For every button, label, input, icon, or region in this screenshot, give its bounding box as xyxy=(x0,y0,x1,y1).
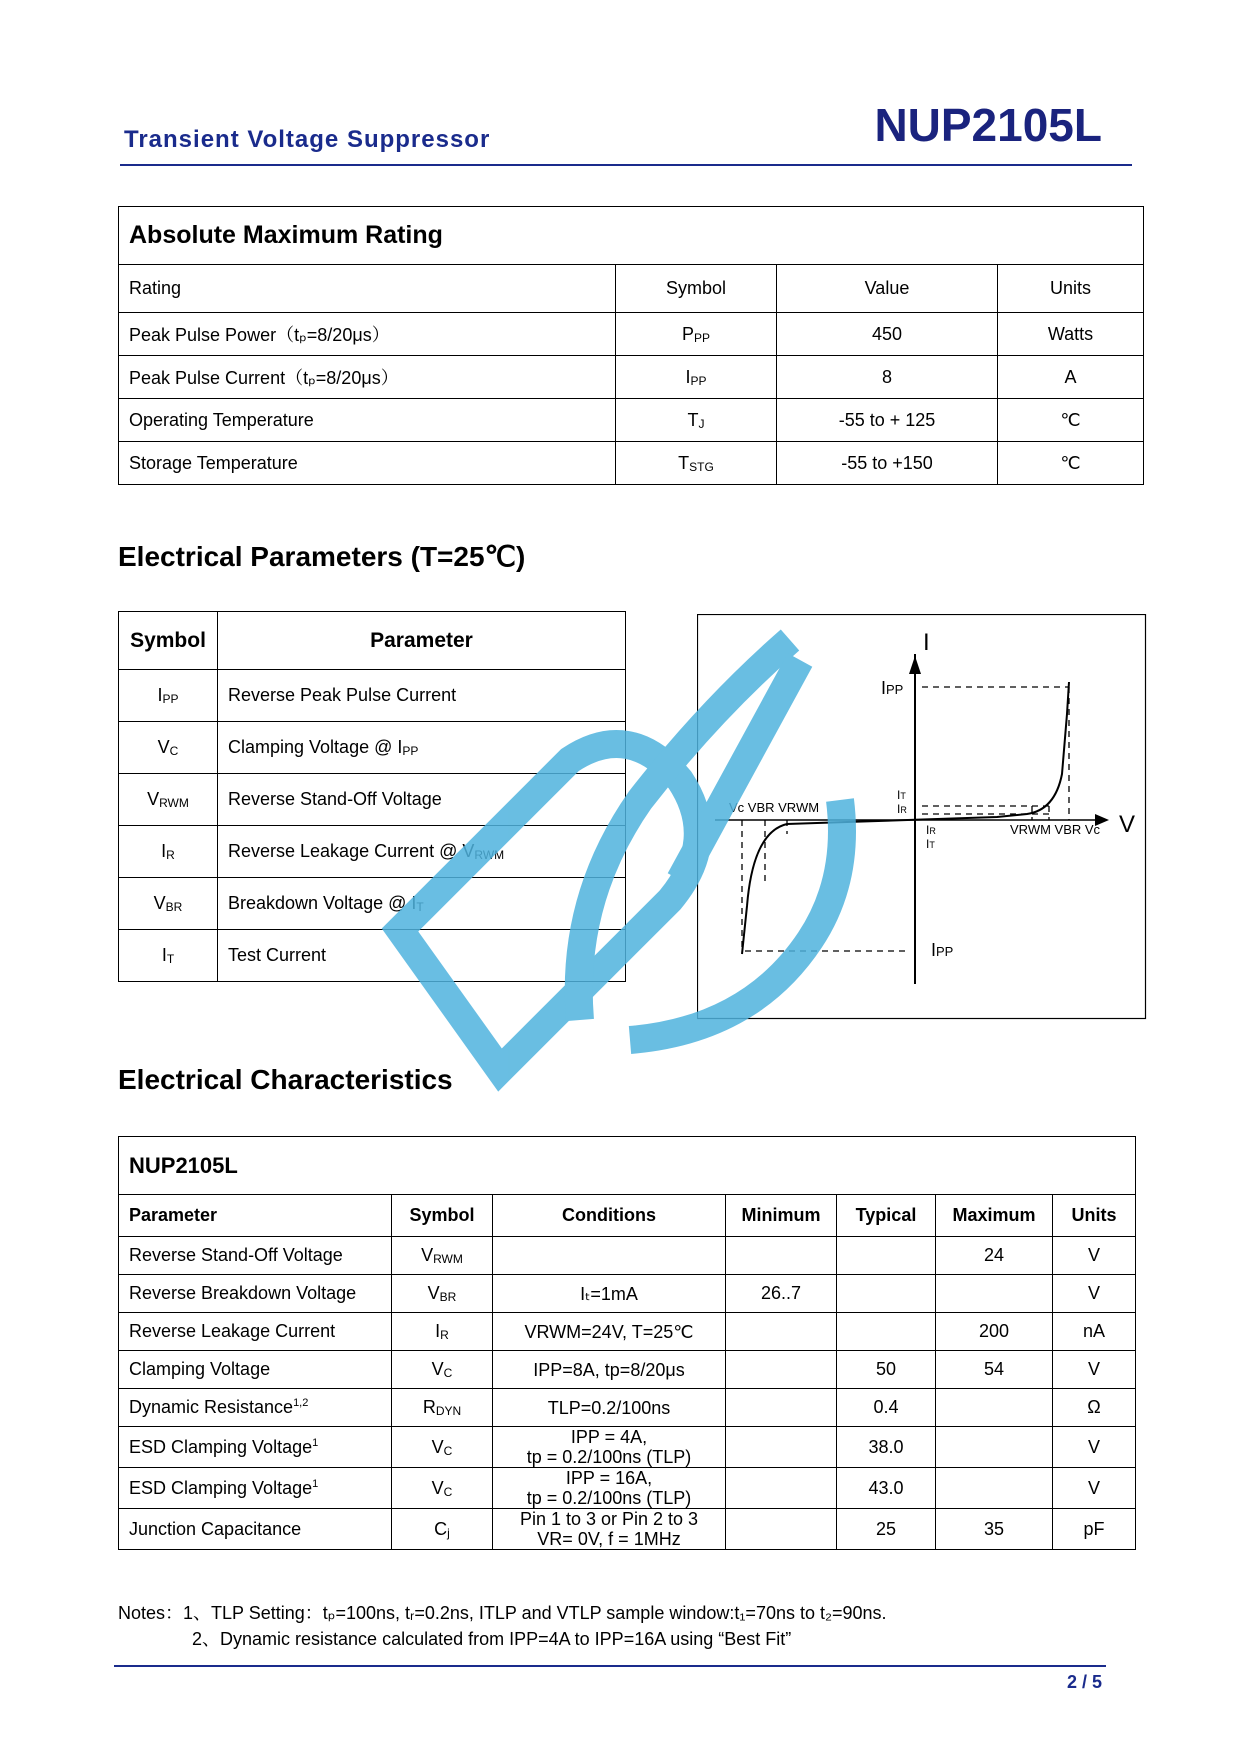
parameter-cell xyxy=(218,826,626,878)
value-cell: 8 xyxy=(777,356,998,399)
parameter-symbol: I xyxy=(411,893,417,913)
doc-subtitle: Transient Voltage Suppressor xyxy=(124,126,491,153)
table-row xyxy=(119,1237,1136,1275)
parameter-cell xyxy=(119,1468,392,1509)
min-cell xyxy=(726,1351,837,1389)
parameter-text: Reverse Leakage Current @ xyxy=(228,841,463,861)
symbol-subscript: R xyxy=(440,1328,449,1342)
condition-line: tp = 0.2/100ns (TLP) xyxy=(526,1447,692,1467)
symbol-subscript: RWM xyxy=(159,796,189,810)
note-ref: 1,2 xyxy=(293,1397,309,1409)
units-cell: A xyxy=(998,356,1144,399)
condition-line: VR= 0V, f = 1MHz xyxy=(537,1529,681,1549)
symbol-cell xyxy=(119,930,218,982)
symbol-letter: P xyxy=(681,323,694,344)
conditions-cell xyxy=(493,1351,726,1389)
units-cell: V xyxy=(1053,1351,1136,1389)
symbol-cell xyxy=(119,670,218,722)
symbol-cell xyxy=(616,399,777,442)
min-cell xyxy=(726,1468,837,1509)
parameter-text: Test Current xyxy=(228,945,327,965)
units-cell: Watts xyxy=(998,313,1144,356)
parameter-cell xyxy=(119,1427,392,1468)
rating-cell: Peak Pulse Power（tₚ=8/20μs） xyxy=(119,313,616,356)
parameter-symbol: I xyxy=(397,737,403,757)
characteristics-table xyxy=(118,1136,1136,1550)
units-cell: pF xyxy=(1053,1509,1136,1550)
units-cell: Ω xyxy=(1053,1389,1136,1427)
symbol-letter: V xyxy=(431,1359,444,1379)
parameter-cell xyxy=(218,670,626,722)
table-row xyxy=(119,442,1144,485)
symbol-cell xyxy=(392,1509,493,1550)
units-cell: V xyxy=(1053,1427,1136,1468)
typ-cell: 50 xyxy=(837,1351,936,1389)
symbol-subscript: C xyxy=(443,1443,453,1458)
symbol-letter: I xyxy=(435,1321,441,1341)
condition-line: IPP=8A, tp=8/20μs xyxy=(533,1359,685,1380)
typ-cell xyxy=(837,1237,936,1275)
table-row xyxy=(119,878,626,930)
symbol-cell xyxy=(392,1313,493,1351)
symbol-letter: V xyxy=(421,1245,434,1265)
table-row xyxy=(119,774,626,826)
symbol-letter: I xyxy=(161,945,167,965)
symbol-subscript: RWM xyxy=(433,1252,463,1266)
parameter-text: ESD Clamping Voltage xyxy=(129,1477,313,1498)
ec-heading: Electrical Characteristics xyxy=(118,1064,453,1095)
parameter-text: Dynamic Resistance xyxy=(129,1397,294,1417)
parameter-text: Reverse Breakdown Voltage xyxy=(129,1283,357,1303)
max-cell xyxy=(936,1389,1053,1427)
symbol-cell xyxy=(119,826,218,878)
units-cell: nA xyxy=(1053,1313,1136,1351)
ec-col-parameter: Parameter xyxy=(119,1195,392,1237)
table-row xyxy=(119,930,626,982)
table-row xyxy=(119,1313,1136,1351)
symbol-cell xyxy=(616,313,777,356)
symbol-letter: I xyxy=(685,366,691,387)
min-cell xyxy=(726,1313,837,1351)
symbol-letter: R xyxy=(422,1397,436,1417)
parameter-cell xyxy=(119,1275,392,1313)
typ-cell: 43.0 xyxy=(837,1468,936,1509)
units-cell: ℃ xyxy=(998,442,1144,485)
symbol-cell xyxy=(392,1389,493,1427)
footer-rule xyxy=(114,1665,1106,1667)
table-row xyxy=(119,356,1144,399)
iv-characteristic-graph xyxy=(697,614,1147,1020)
parameter-cell xyxy=(218,930,626,982)
symbol-cell xyxy=(392,1427,493,1468)
symbol-letter: V xyxy=(157,737,170,757)
axis-v-label: V xyxy=(1119,811,1136,838)
ep-col-symbol: Symbol xyxy=(119,612,218,670)
graph-frame xyxy=(698,615,1146,1019)
ir-top-label: IR xyxy=(897,802,907,816)
symbol-cell xyxy=(616,442,777,485)
conditions-cell xyxy=(493,1237,726,1275)
symbol-subscript: C xyxy=(169,744,179,758)
symbol-letter: V xyxy=(147,789,160,809)
left-voltage-labels: Vc VBR VRWM xyxy=(729,800,820,815)
table-row xyxy=(119,399,1144,442)
symbol-subscript: BR xyxy=(439,1290,457,1304)
parameter-text: Reverse Peak Pulse Current xyxy=(228,685,457,705)
conditions-cell xyxy=(493,1509,726,1550)
condition-line: Iₜ=1mA xyxy=(580,1283,638,1304)
typ-cell xyxy=(837,1275,936,1313)
rating-cell: Peak Pulse Current（tₚ=8/20μs） xyxy=(119,356,616,399)
symbol-letter: I xyxy=(161,841,167,861)
symbol-subscript: STG xyxy=(689,459,714,474)
symbol-cell xyxy=(616,356,777,399)
symbol-letter: I xyxy=(157,685,163,705)
condition-line: tp = 0.2/100ns (TLP) xyxy=(526,1488,692,1508)
rating-cell: Storage Temperature xyxy=(119,442,616,485)
units-cell: V xyxy=(1053,1468,1136,1509)
absolute-max-table xyxy=(118,206,1144,485)
table-row xyxy=(119,722,626,774)
ir-bottom-label: IR xyxy=(926,823,936,837)
ep-heading: Electrical Parameters (T=25℃) xyxy=(118,541,526,572)
page-number: 2 / 5 xyxy=(1066,1672,1102,1692)
max-cell xyxy=(936,1275,1053,1313)
condition-line: IPP = 4A, xyxy=(570,1427,648,1447)
amr-title: Absolute Maximum Rating xyxy=(119,207,1144,265)
parameter-text: Reverse Stand-Off Voltage xyxy=(228,789,442,809)
symbol-subscript: PP xyxy=(690,373,707,388)
ec-col-symbol: Symbol xyxy=(392,1195,493,1237)
symbol-subscript: T xyxy=(166,952,175,966)
ec-col-minimum: Minimum xyxy=(726,1195,837,1237)
parameter-subscript: RWM xyxy=(474,848,505,862)
min-cell: 26..7 xyxy=(726,1275,837,1313)
note-2: 2、Dynamic resistance calculated from IPP=4A to IPP=16A using “Best Fit” xyxy=(192,1629,792,1649)
typ-cell: 38.0 xyxy=(837,1427,936,1468)
symbol-cell xyxy=(119,722,218,774)
symbol-letter: V xyxy=(431,1436,444,1457)
ec-col-typical: Typical xyxy=(837,1195,936,1237)
min-cell xyxy=(726,1389,837,1427)
max-cell xyxy=(936,1427,1053,1468)
max-cell: 54 xyxy=(936,1351,1053,1389)
table-row xyxy=(119,826,626,878)
table-row xyxy=(119,1389,1136,1427)
part-number-title: NUP2105L xyxy=(874,99,1102,151)
condition-line: Pin 1 to 3 or Pin 2 to 3 xyxy=(519,1509,699,1529)
parameter-subscript: PP xyxy=(402,744,419,758)
parameter-text: Reverse Leakage Current xyxy=(129,1321,336,1341)
parameters-table xyxy=(118,611,626,982)
symbol-subscript: C xyxy=(443,1484,453,1499)
conditions-cell xyxy=(493,1275,726,1313)
symbol-cell xyxy=(119,774,218,826)
value-cell: -55 to +150 xyxy=(777,442,998,485)
axis-i-label: I xyxy=(923,629,930,656)
parameter-cell xyxy=(119,1389,392,1427)
ec-col-conditions: Conditions xyxy=(493,1195,726,1237)
symbol-subscript: j xyxy=(447,1525,450,1540)
rating-cell: Operating Temperature xyxy=(119,399,616,442)
parameter-cell xyxy=(119,1509,392,1550)
parameter-symbol: V xyxy=(462,841,475,861)
symbol-subscript: C xyxy=(443,1366,453,1380)
max-cell: 24 xyxy=(936,1237,1053,1275)
parameter-text: Clamping Voltage xyxy=(129,1359,271,1379)
parameter-cell xyxy=(218,878,626,930)
amr-col-value: Value xyxy=(777,265,998,313)
symbol-subscript: BR xyxy=(165,900,183,914)
ipp-top-label: IPP xyxy=(881,678,904,698)
parameter-text: Reverse Stand-Off Voltage xyxy=(129,1245,343,1265)
conditions-cell xyxy=(493,1468,726,1509)
right-voltage-labels: VRWM VBR Vc xyxy=(1010,822,1101,837)
symbol-letter: V xyxy=(431,1477,444,1498)
table-row xyxy=(119,1275,1136,1313)
ec-col-maximum: Maximum xyxy=(936,1195,1053,1237)
parameter-text: Breakdown Voltage @ xyxy=(228,893,412,913)
symbol-letter: V xyxy=(153,893,166,913)
parameter-cell xyxy=(218,774,626,826)
note-ref: 1 xyxy=(312,1436,319,1449)
header-rule xyxy=(120,164,1132,166)
table-row xyxy=(119,1427,1136,1468)
units-cell: ℃ xyxy=(998,399,1144,442)
symbol-subscript: DYN xyxy=(435,1404,462,1418)
max-cell: 200 xyxy=(936,1313,1053,1351)
symbol-cell xyxy=(392,1351,493,1389)
max-cell: 35 xyxy=(936,1509,1053,1550)
notes xyxy=(118,1600,887,1652)
note-ref: 1 xyxy=(312,1477,319,1490)
max-cell xyxy=(936,1468,1053,1509)
parameter-cell xyxy=(119,1237,392,1275)
condition-line: VRWM=24V, T=25℃ xyxy=(524,1321,694,1342)
parameter-cell xyxy=(119,1351,392,1389)
symbol-letter: T xyxy=(678,452,690,473)
typ-cell: 25 xyxy=(837,1509,936,1550)
symbol-subscript: PP xyxy=(162,692,179,706)
ec-part-title: NUP2105L xyxy=(119,1137,1136,1195)
symbol-cell xyxy=(392,1468,493,1509)
ep-col-parameter: Parameter xyxy=(218,612,626,670)
conditions-cell xyxy=(493,1313,726,1351)
condition-line: IPP = 16A, xyxy=(565,1468,653,1488)
amr-col-rating: Rating xyxy=(119,265,616,313)
parameter-text: Clamping Voltage @ xyxy=(228,737,398,757)
symbol-cell xyxy=(392,1275,493,1313)
min-cell xyxy=(726,1427,837,1468)
table-row xyxy=(119,1509,1136,1550)
table-row xyxy=(119,313,1144,356)
parameter-text: Junction Capacitance xyxy=(129,1518,302,1539)
typ-cell: 0.4 xyxy=(837,1389,936,1427)
table-row xyxy=(119,1468,1136,1509)
symbol-letter: C xyxy=(434,1518,448,1539)
units-cell: V xyxy=(1053,1237,1136,1275)
table-row xyxy=(119,670,626,722)
parameter-cell xyxy=(218,722,626,774)
symbol-subscript: PP xyxy=(694,330,711,345)
value-cell: 450 xyxy=(777,313,998,356)
amr-col-units: Units xyxy=(998,265,1144,313)
conditions-cell xyxy=(493,1427,726,1468)
symbol-letter: V xyxy=(427,1283,440,1303)
conditions-cell xyxy=(493,1389,726,1427)
it-top-label: IT xyxy=(897,788,906,802)
parameter-cell xyxy=(119,1313,392,1351)
symbol-cell xyxy=(119,878,218,930)
symbol-subscript: R xyxy=(166,848,175,862)
typ-cell xyxy=(837,1313,936,1351)
units-cell: V xyxy=(1053,1275,1136,1313)
min-cell xyxy=(726,1237,837,1275)
symbol-subscript: J xyxy=(698,416,705,431)
ec-col-units: Units xyxy=(1053,1195,1136,1237)
condition-line: TLP=0.2/100ns xyxy=(547,1397,671,1418)
value-cell: -55 to + 125 xyxy=(777,399,998,442)
min-cell xyxy=(726,1509,837,1550)
parameter-text: ESD Clamping Voltage xyxy=(129,1436,313,1457)
note-1: Notes：1、TLP Setting：tₚ=100ns, tᵣ=0.2ns, ITLP and VTLP sample window:t₁=70ns to t₂=90ns. xyxy=(118,1603,887,1623)
parameter-subscript: T xyxy=(416,900,424,914)
amr-col-symbol: Symbol xyxy=(616,265,777,313)
it-bottom-label: IT xyxy=(926,837,935,851)
table-row xyxy=(119,1351,1136,1389)
symbol-letter: T xyxy=(687,409,699,430)
ipp-bottom-label: IPP xyxy=(931,940,954,960)
symbol-cell xyxy=(392,1237,493,1275)
